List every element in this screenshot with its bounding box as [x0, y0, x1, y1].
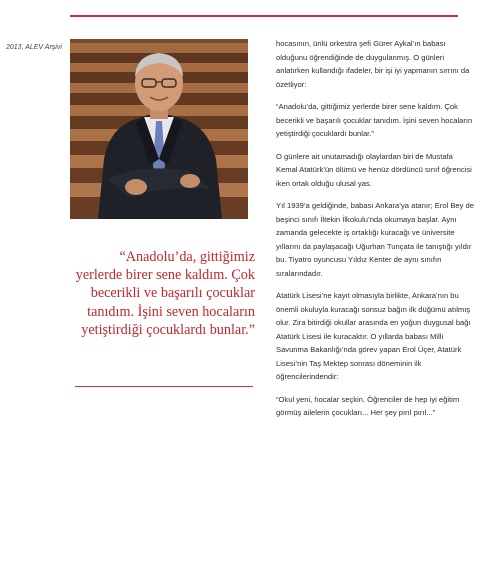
article-paragraph: Atatürk Lisesi’ne kayıt olmasıyla birlikte, Ankara’nın bu önemli okuluyla kuracağı sonsuz bağın ilk düğümü atılmış olur. Zira bitirdiği okullar arasında en yoğun duygusal bağı Atatürk Lisesi ile kuracaktır. O yıllarda babası Milli Savunma Bakanlığı’nda görev yapan Erol Üçer, Atatürk Lisesi’nin Taş Mektep sonrası döneminin ilk öğrencilerindendir:	[276, 291, 471, 381]
article-paragraph: Yıl 1939’a geldiğinde, babası Ankara’ya atanır; Erol Bey de beşinci sınıfı İltekin İlkokulu’nda okumaya başlar. Aynı zamanda gelecekte iş ortaklığı kuracağı ve üniversite yıllarını da paylaşacağı Uğurhan Tunçata ile tanıştığı yıldır bu. Tiyatro oyuncusu Yıldız Kenter de aynı sınıfın sıralarındadır.	[276, 201, 474, 278]
pull-quote-divider	[75, 386, 253, 387]
photo-caption: 2013, ALEV Arşivi	[6, 44, 62, 51]
article-body	[276, 37, 476, 429]
article-paragraph: hocasının, ünlü orkestra şefi Gürer Aykal’ın babası olduğunu öğrendiğinde de duygulanmış. O günleri anlatırken kullandığı ifadeler, bir işi iyi yapmanın sırrını da özetliyor:	[276, 39, 470, 89]
portrait-photo	[70, 39, 248, 219]
article-paragraph: “Okul yeni, hocalar seçkin. Öğrenciler de hep iyi eğitim görmüş ailelerin çocukları... Her şey pırıl pırıl...”	[276, 394, 460, 417]
pull-quote: “Anadolu’da, gittiğimiz yerlerde birer sene kaldım. Çok becerikli ve başarılı çocuklar tanıdım. İşini seven hocaların yetiştirdiği çocuklardı bunlar.”	[75, 249, 255, 338]
article-paragraph: “Anadolu’da, gittiğimiz yerlerde birer sene kaldım. Çok becerikli ve başarılı çocuklar tanıdım. İşini seven hocaların yetiştirdiği çocuklardı bunlar.”	[276, 102, 473, 138]
top-divider	[70, 15, 458, 17]
article-paragraph: O günlere ait unutamadığı olaylardan biri de Mustafa Kemal Atatürk’ün ölümü ve henüz dördüncü sınıf öğrencisi iken ortak olduğu ulusal yas.	[276, 151, 472, 188]
